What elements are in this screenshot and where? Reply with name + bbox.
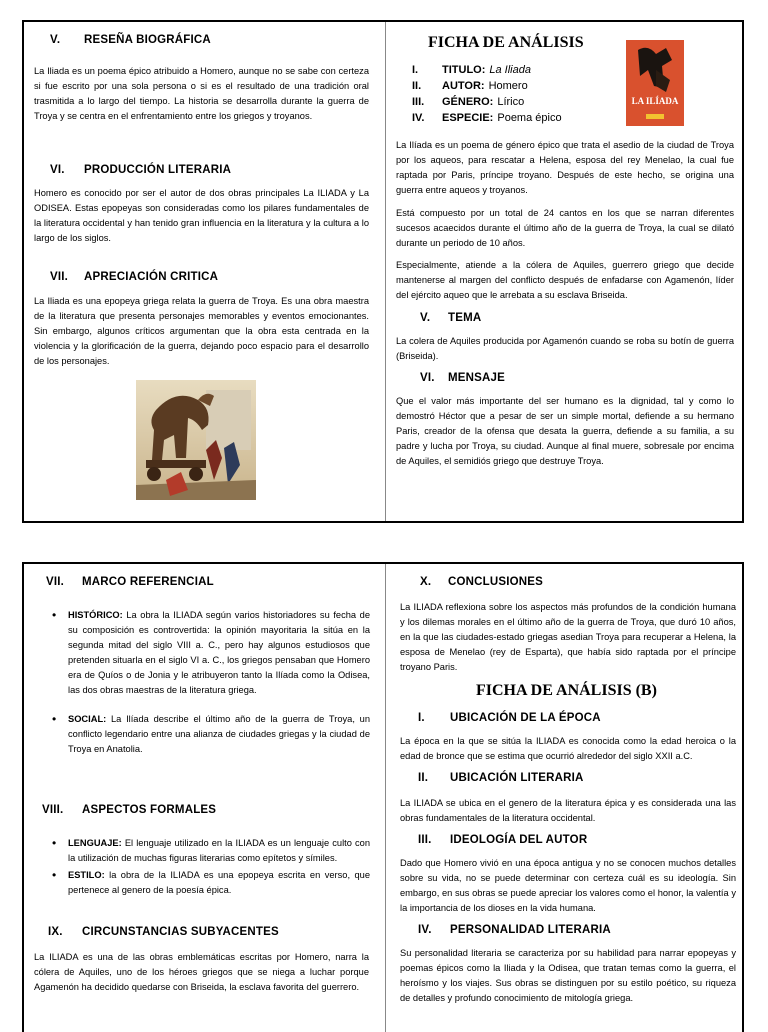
trojan-horse-image [136,380,256,500]
book-facts-list [412,62,562,126]
section-number: VI. [50,164,65,176]
section-number: VII. [50,271,69,283]
paragraph: Especialmente, atiende a la cólera de Aquiles, guerrero griego que decide mantenerse al margen del conflicto después de enfadarse con Agamenón, líder del ejército aqueo que le arrebata a su esclava Briseida. [396,260,734,300]
section-body: Su personalidad literaria se caracteriza por su habilidad para narrar epopeyas y poemas épicos como la Iliada y la Odisea, que tratan temas como la guerra, el heroísmo y los viajes. Sus obras se distinguen por su estilo poético, su riqueza de detalles y profundo conocimiento de mitología griega. [400,948,736,1003]
section-number: III. [418,834,432,846]
section-body: Que el valor más importante del ser humano es la dignidad, tal y como lo demostró Héctor que a pesar de ser un simple mortal, defiende a su hermano Paris, creador de la ofensa que desata la guerra, defiende a su familia, a su padre y lucha por Troya, su ciudad. Aunque al final muere, sobresale por encima de Aquiles, el semidiós griego que destruye Troya. [396,396,734,466]
item-label: ESTILO: [68,870,105,880]
list-item [68,868,370,898]
item-text: La Ilíada describe el último año de la guerra de Troya, un conflicto legendario entre una alianza de ciudades griegas y la ciudad de Troya en Anatolia. [68,714,370,754]
section-heading [42,804,216,816]
section-body: Homero es conocido por ser el autor de dos obras principales La ILIADA y La ODISEA. Estas epopeyas son consideradas como los pilares fundamentales de la literatura occidental y han tenido gran influencia en la literatura y la cultura a lo largo de los siglos. [34,188,369,243]
item-label: HISTÓRICO: [68,610,123,620]
section-heading [50,164,231,176]
list-item [68,608,370,698]
fact-item [412,62,562,78]
left-column [24,22,386,521]
page-1 [22,20,744,523]
section-number: VIII. [42,804,64,816]
list-item [68,712,370,757]
section-number: VI. [420,372,435,384]
item-text: la obra de la ILIADA es una epopeya escrita en verso, que pertenece al genero de la poesía épica. [68,870,370,895]
fact-label: ESPECIE: [442,112,494,124]
section-body: La ILIADA se ubica en el genero de la literatura épica y es considerada una las obras fundamentales de la literatura occidental. [400,798,736,823]
paragraph: Está compuesto por un total de 24 cantos en los que se narran diferentes sucesos acaecidos durante el último año de la guerra de Troya, la cual se dilató durante un periodo de 10 años. [396,208,734,248]
section-body: La colera de Aquiles producida por Agamenón cuando se roba su botín de guerra (Briseida). [396,336,734,361]
section-title: MARCO REFERENCIAL [82,576,214,588]
section-title: CIRCUNSTANCIAS SUBYACENTES [82,926,279,938]
section-title: PERSONALIDAD LITERARIA [450,924,611,936]
section-number: IX. [48,926,63,938]
section-body: La Iliada es un poema épico atribuido a Homero, aunque no se sabe con certeza si fue escrito por una sola persona o si es el resultado de una tradición oral trasmitida a lo largo del tiempo. La historia se desarrolla durante la guerra de Troya y se centra en el enfrentamiento entre los griegos y troyanos. [34,66,369,121]
section-title: TEMA [448,312,482,324]
list-item [68,836,370,866]
section-title: UBICACIÓN LITERARIA [450,772,584,784]
section-title: PRODUCCIÓN LITERARIA [84,164,232,176]
right-column [386,564,744,1032]
fact-number: I. [412,64,419,76]
fact-value: Homero [488,80,528,92]
section-heading [418,772,584,784]
section-title: RESEÑA BIOGRÁFICA [84,34,211,46]
section-heading [48,926,279,938]
section-number: I. [418,712,425,724]
section-heading [420,312,481,324]
section-number: VII. [46,576,65,588]
page-title: FICHA DE ANÁLISIS (B) [476,682,657,699]
section-body: La época en la que se sitúa la ILIADA es conocida como la edad heroica o la edad de bronce que se estima que ocurrió alrededor del siglo XXII a.C. [400,736,736,761]
page-title: FICHA DE ANÁLISIS [428,34,584,51]
fact-number: II. [412,80,422,92]
fact-value: Poema épico [497,112,562,124]
fact-value: La Iliada [489,64,531,76]
page-2 [22,562,744,1032]
section-body: Dado que Homero vivió en una época antigua y no se conocen muchos detalles sobre su vida, no se puede determinar con certeza cuál es su ideología. Sin embargo, en sus obras se puede apreciar los valores como el honor, la valentía y la importancia de los dioses en la vida humana. [400,858,736,913]
fact-label: GÉNERO: [442,96,494,108]
section-title: APRECIACIÓN CRITICA [84,271,219,283]
section-number: IV. [418,924,432,936]
section-number: V. [50,34,61,46]
section-heading [418,712,601,724]
item-text: La obra la ILIADA según varios historiadores su fecha de su composición es controvertida: la opinión mayoritaria la sitúa en la segunda mitad del siglo VIII a. C., pero hay algunos estudiosos que pretenden situarla en el siglo VI a. C., los griegos pensaban que Homero era de Quíos o de Jonia y le atribuyeron tanto la Ilíada como la Odisea, las dos obras maestras de la literatura griega. [68,610,370,695]
section-heading [420,372,505,384]
cover-title: LA ILÍADA [631,96,679,106]
section-number: II. [418,772,429,784]
left-column [24,564,386,1032]
section-body: La ILIADA reflexiona sobre los aspectos más profundos de la condición humana y los dilemas morales en el último año de la guerra de Troya, que duró 10 años, en la que las ciudades-estado griegas asedian Troya para recuperar a Helena, la esposa de Menelao (rey de Esparta), que había sido raptada por el príncipe troyano Paris. [400,602,736,672]
section-heading [418,834,587,846]
section-number: X. [420,576,432,588]
section-body: La Iliada es una epopeya griega relata la guerra de Troya. Es una obra maestra de la literatura que presenta personajes memorables y eventos emocionantes. Sin embargo, algunos críticos argumentan que la obra esta centrada en la violencia y la glorificación de la guerra, dejando poco espacio para el desarrollo de los personajes. [34,296,369,366]
section-title: CONCLUSIONES [448,576,544,588]
section-body: La ILIADA es una de las obras emblemáticas escritas por Homero, narra la cólera de Aquiles, uno de los héroes griegos que se niega a luchar porque Agamenón ha decidido quedarse con Briseida, la esclava favorita del guerrero. [34,952,369,992]
section-heading [420,576,543,588]
section-title: UBICACIÓN DE LA ÉPOCA [450,712,601,724]
item-label: SOCIAL: [68,714,107,724]
section-number: V. [420,312,431,324]
section-title: IDEOLOGÍA DEL AUTOR [450,834,588,846]
section-title: MENSAJE [448,372,505,384]
bullet-list [68,608,370,771]
fact-item [412,94,562,110]
fact-label: AUTOR: [442,80,485,92]
fact-number: III. [412,96,425,108]
section-heading [46,576,214,588]
section-heading [418,924,611,936]
fact-item [412,78,562,94]
fact-label: TITULO: [442,64,486,76]
fact-number: IV. [412,112,425,124]
right-column [386,22,744,521]
item-text: El lenguaje utilizado en la ILIADA es un lenguaje culto con la utilización de muchas figuras literarias como epítetos y símiles. [68,838,370,863]
paragraph: La Ilíada es un poema de género épico que trata el asedio de la ciudad de Troya por los aqueos, para rescatar a Helena, esposa del rey Menelao, la cual fue raptada por Paris, príncipe troyano. Después de este hecho, se origina una guerra entre aqueos y troyanos. [396,140,734,195]
bullet-list [68,836,370,912]
book-cover-image [626,40,684,126]
item-label: LENGUAJE: [68,838,122,848]
section-heading [50,271,218,283]
fact-value: Lírico [497,96,525,108]
section-heading [50,34,211,46]
section-title: ASPECTOS FORMALES [82,804,217,816]
fact-item [412,110,562,126]
